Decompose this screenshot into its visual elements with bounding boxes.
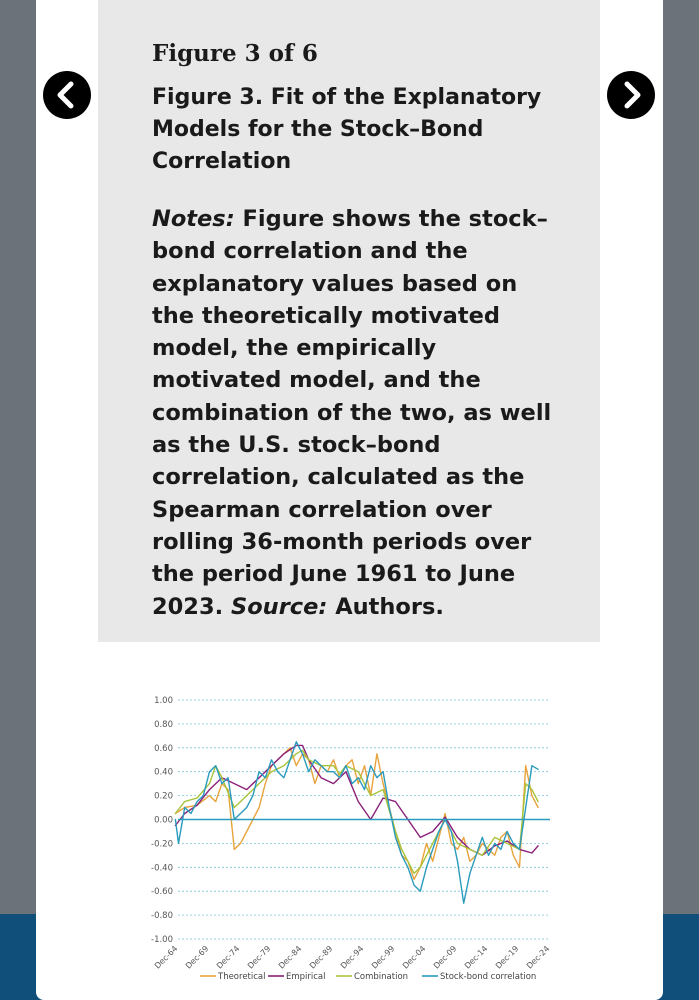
series-line xyxy=(175,748,538,880)
y-tick-label: 0.40 xyxy=(154,767,173,778)
legend-label: Empirical xyxy=(286,972,326,982)
y-tick-label: -0.40 xyxy=(151,863,173,874)
y-tick-label: -0.60 xyxy=(151,887,173,898)
x-tick-label: Dec-89 xyxy=(307,944,335,971)
legend-label: Stock-bond correlation xyxy=(440,972,537,982)
previous-figure-button[interactable] xyxy=(43,71,91,119)
x-tick-label: Dec-69 xyxy=(183,944,211,971)
background-page-left xyxy=(0,0,36,1000)
y-tick-label: -0.80 xyxy=(151,911,173,922)
chevron-right-icon xyxy=(607,71,655,119)
y-tick-label: 0.80 xyxy=(154,719,173,730)
figure-title: Figure 3. Fit of the Explanatory Models for the Stock–Bond Correlation xyxy=(152,85,542,174)
next-figure-button[interactable] xyxy=(607,71,655,119)
caption-box xyxy=(98,0,600,642)
x-tick-label: Dec-99 xyxy=(369,944,397,971)
y-tick-label: 0.60 xyxy=(154,743,173,754)
x-tick-label: Dec-84 xyxy=(276,944,304,971)
x-tick-label: Dec-14 xyxy=(462,944,490,971)
y-tick-label: 1.00 xyxy=(154,696,173,706)
x-tick-label: Dec-74 xyxy=(214,944,242,971)
figure-counter: Figure 3 of 6 xyxy=(152,40,318,67)
legend-label: Theoretical xyxy=(218,972,266,982)
notes-text: Figure shows the stock–bond correlation and the explanatory values based on the theoretically motivated model, the empirically motivated model, and the combination of the two, as well as the U.S. stock–bond correlation, calculated as the Spearman correlation over rolling 36-month periods over the period June 1961 to June 2023. xyxy=(152,206,552,620)
y-tick-label: -0.20 xyxy=(151,839,173,850)
y-tick-label: 0.00 xyxy=(154,815,173,826)
chart-svg xyxy=(140,690,560,990)
source-label: Source: xyxy=(231,593,328,620)
x-tick-label: Dec-09 xyxy=(431,944,459,971)
x-tick-label: Dec-24 xyxy=(524,944,552,971)
x-tick-label: Dec-79 xyxy=(245,944,273,971)
y-tick-label: 0.20 xyxy=(154,791,173,802)
legend-label: Combination xyxy=(354,972,409,982)
x-tick-label: Dec-64 xyxy=(152,944,180,971)
x-tick-label: Dec-19 xyxy=(493,944,521,971)
y-tick-label: -1.00 xyxy=(151,935,173,945)
x-tick-label: Dec-04 xyxy=(400,944,428,971)
notes-label: Notes: xyxy=(152,206,235,232)
chevron-left-icon xyxy=(43,71,91,119)
series-line xyxy=(175,742,538,903)
figure-notes xyxy=(152,203,562,623)
source-text: Authors. xyxy=(327,593,444,620)
x-tick-label: Dec-94 xyxy=(338,944,366,971)
background-page-right xyxy=(663,0,699,1000)
stock-bond-chart xyxy=(140,690,560,990)
